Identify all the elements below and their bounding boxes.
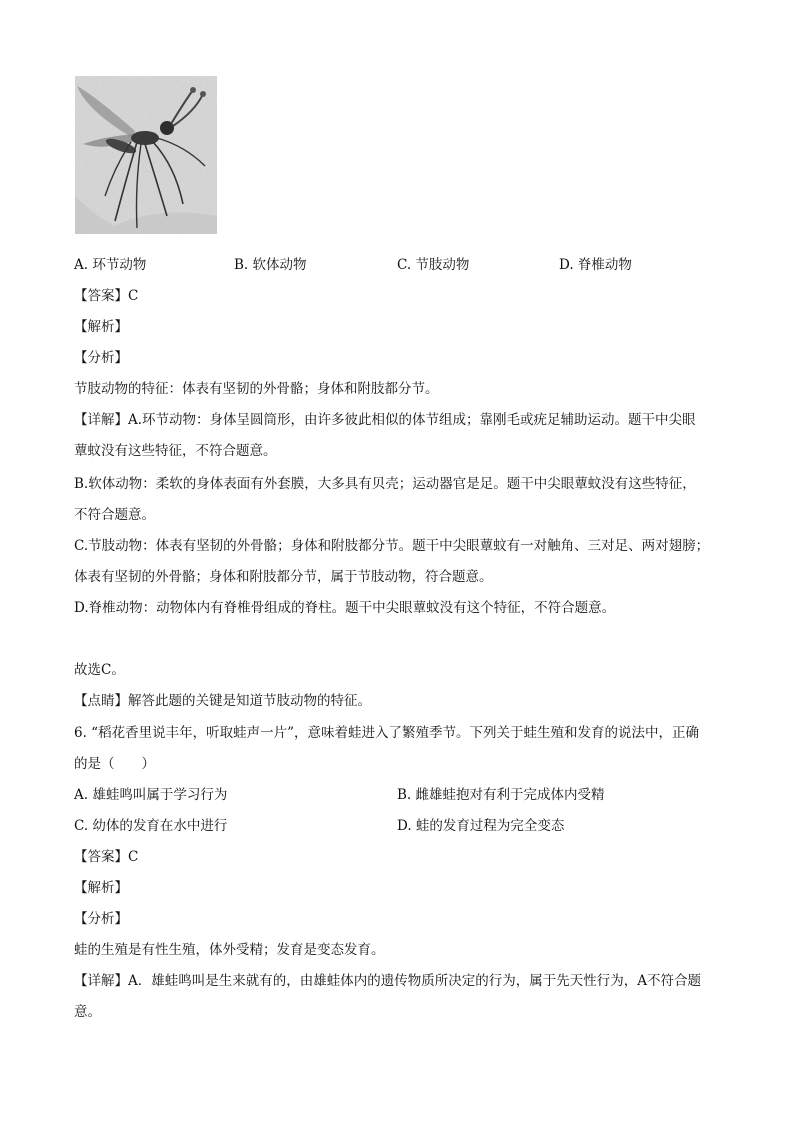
q5-option-a: A. 环节动物 (74, 257, 147, 273)
q5-detail-a-line1: 【详解】A.环节动物：身体呈圆筒形，由许多彼此相似的体节组成；靠刚毛或疣足辅助运动。题干中尖眼 (74, 412, 696, 428)
q6-option-c: C. 幼体的发育在水中进行 (74, 818, 228, 834)
q6-option-d: D. 蛙的发育过程为完全变态 (397, 818, 565, 834)
q6-detail-a-line2: 意。 (74, 1004, 101, 1020)
q6-analysis-heading: 【解析】 (74, 880, 128, 896)
q6-fenxi-heading: 【分析】 (74, 911, 128, 927)
q5-option-b: B. 软体动物 (234, 257, 307, 273)
q5-answer: 【答案】C (74, 288, 139, 304)
q5-analysis-heading: 【解析】 (74, 319, 128, 335)
q5-detail-d: D.脊椎动物：动物体内有脊椎骨组成的脊柱。题干中尖眼蕈蚊没有这个特征，不符合题意。 (74, 600, 616, 616)
q6-option-a: A. 雄蛙鸣叫属于学习行为 (74, 787, 228, 803)
q5-detail-c-line2: 体表有坚韧的外骨骼；身体和附肢都分节，属于节肢动物，符合题意。 (74, 569, 493, 585)
q5-conclusion: 故选C。 (74, 662, 125, 678)
q5-detail-c-line1: C.节肢动物：体表有坚韧的外骨骼；身体和附肢都分节。题干中尖眼蕈蚊有一对触角、三对足、两对翅膀； (74, 538, 710, 554)
q6-stem-line2: 的是（ ） (74, 756, 155, 772)
q6-detail-a-line1: 【详解】A．雄蛙鸣叫是生来就有的，由雄蛙体内的遗传物质所决定的行为，属于先天性行为，A不符合题 (74, 973, 701, 989)
q5-detail-b-line2: 不符合题意。 (74, 507, 155, 523)
q5-detail-b-line1: B.软体动物：柔软的身体表面有外套膜，大多具有贝壳；运动器官是足。题干中尖眼蕈蚊没有这些特征， (74, 476, 696, 492)
q5-fenxi-text: 节肢动物的特征：体表有坚韧的外骨骼；身体和附肢都分节。 (74, 381, 439, 397)
q6-option-b: B. 雌雄蛙抱对有利于完成体内受精 (397, 787, 605, 803)
q5-dianjing: 【点睛】解答此题的关键是知道节肢动物的特征。 (74, 693, 371, 709)
q6-fenxi-text: 蛙的生殖是有性生殖，体外受精；发育是变态发育。 (74, 942, 385, 958)
q5-detail-a-line2: 蕈蚊没有这些特征，不符合题意。 (74, 443, 277, 459)
q6-stem-line1: 6. “稻花香里说丰年，听取蛙声一片”，意味着蛙进入了繁殖季节。下列关于蛙生殖和发育的说法中，正确 (74, 725, 699, 741)
q5-fenxi-heading: 【分析】 (74, 350, 128, 366)
mosquito-photo (75, 76, 217, 234)
q6-answer: 【答案】C (74, 849, 139, 865)
q5-option-d: D. 脊椎动物 (559, 257, 632, 273)
q5-option-c: C. 节肢动物 (397, 257, 470, 273)
